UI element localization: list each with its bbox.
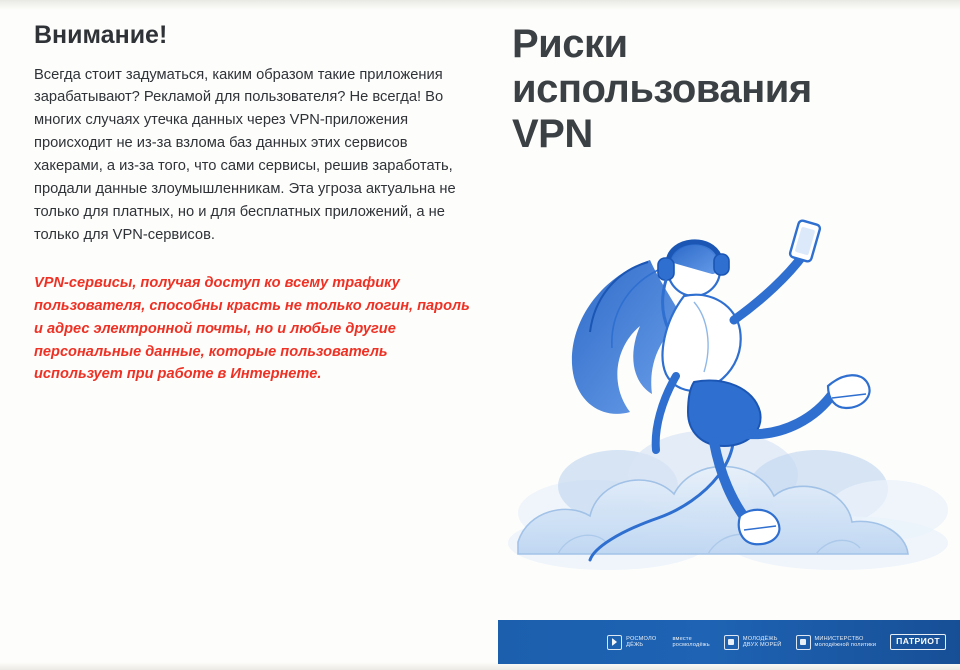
left-text-column [34,22,474,386]
logo-vmeste-rosmolodezh: вместе росмолодёжь [672,635,710,648]
sneaker-icon [828,375,870,408]
attention-heading: Внимание! [34,21,168,49]
logo-rosmolodezh-main: РОСМОЛО ДЁЖЬ [607,635,656,650]
character-illustration [498,150,960,620]
right-illustration-column [498,0,960,670]
page-title-line-1: Риски [512,22,628,66]
headphone-cup-icon [714,254,729,275]
rosmolodezh-mark-icon [607,635,622,650]
arm-phone-group [734,220,821,320]
page-title [512,22,952,156]
warning-paragraph: VPN-сервисы, получая доступ ко всему трафику пользователя, способны красть не только логин, пароль и адрес электронной почты, но и любые другие персональные данные, которые пользователь использует при работе в Интернете. [34,275,470,383]
logo-patriot: ПАТРИОТ [890,634,946,650]
body-paragraph-wrapper [34,64,474,247]
crest-mark-icon [796,635,811,650]
logo-molodezh-dvuh-morey: МОЛОДЁЖЬ ДВУХ МОРЕЙ [724,635,782,650]
partner-banner [498,620,960,664]
lower-arm-group [656,376,676,450]
cloud-group [518,466,908,554]
illustration [498,150,960,620]
headphone-cup-icon [658,258,674,280]
waves-mark-icon [724,635,739,650]
page-title-line-2: использования [512,66,812,111]
page-title-line-3: VPN [512,111,593,156]
logo-ministerstvo: МИНИСТЕРСТВО молодёжной политики [796,635,877,650]
body-paragraph: Всегда стоит задуматься, каким образом такие приложения зарабатывают? Рекламой для пользователя? Не всегда! Во многих случаях утечка данных через VPN-приложения происходит не из-за взлома баз данных этих сервисов хакерами, а из-за того, что сами сервисы, решив заработать, продали данные злоумышленникам. Эта угроза актуальна не только для платных, но и для бесплатных приложений, а не только для VPN-сервисов. [34,66,456,243]
